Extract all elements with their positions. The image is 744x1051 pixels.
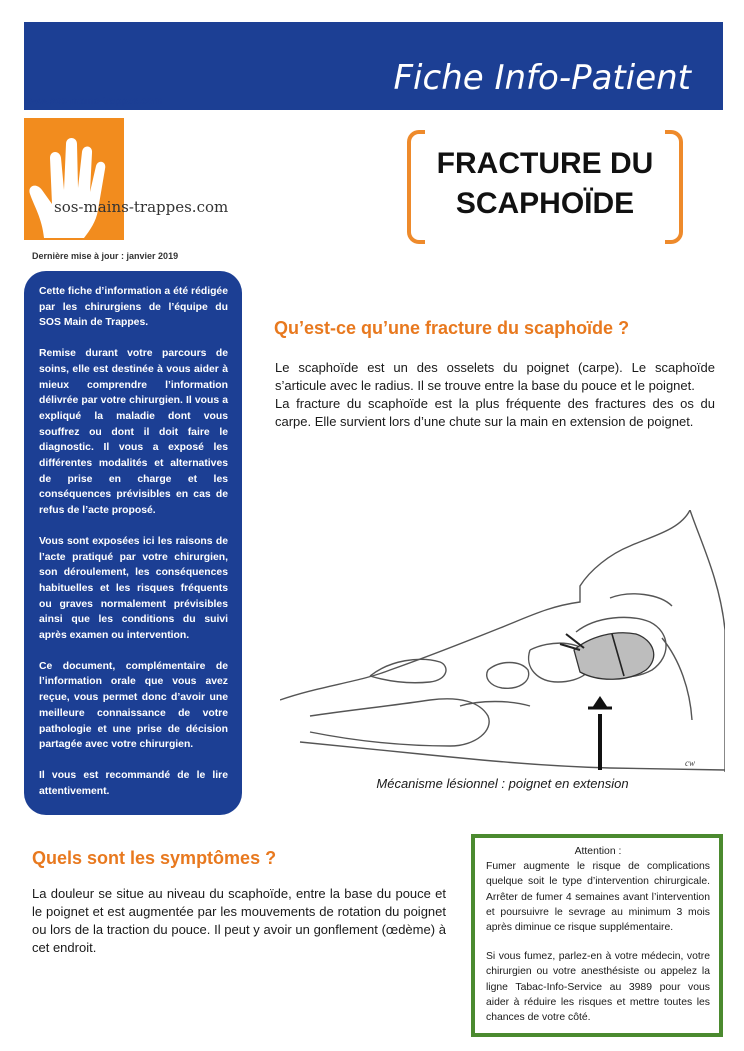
section1-para1: Le scaphoïde est un des osselets du poignet (carpe). Le scaphoïde s’articule avec le radius. Il se trouve entre la base du pouce et le poignet. — [275, 360, 715, 393]
attention-box — [471, 834, 723, 1037]
attention-text — [486, 844, 710, 1039]
last-updated: Dernière mise à jour : janvier 2019 — [32, 251, 179, 261]
section2-heading: Quels sont les symptômes ? — [32, 848, 277, 868]
info-sidebar — [24, 271, 242, 815]
sidebar-paragraph: Ce document, complémentaire de l’information orale que vous avez reçue, vous permet donc d’avoir une meilleure connaissance de votre pathologie et une prise de décision partagée avec votre chirurgien. — [39, 660, 228, 751]
sidebar-paragraph: Il vous est recommandé de le lire attentivement. — [39, 769, 228, 797]
illustration-signature: cw — [685, 758, 695, 768]
site-link[interactable]: www.sos-mains-trappes.com — [24, 96, 162, 107]
sidebar-text — [39, 284, 228, 814]
document-title-line1: FRACTURE DU — [436, 147, 654, 180]
document-title — [407, 144, 683, 224]
logo — [24, 118, 246, 240]
sidebar-paragraph: Vous sont exposées ici les raisons de l’acte pratiqué par votre chirurgien, son déroulement, les conséquences habituelles et les risques fréquents ou graves normalement prévisibles ainsi que les conditions du suivi après examen ou intervention. — [39, 535, 228, 642]
document-title-line2: SCAPHOÏDE — [455, 187, 635, 220]
document-title-box — [407, 130, 683, 236]
attention-para2: Si vous fumez, parlez-en à votre médecin, votre chirurgien ou votre anesthésiste ou appelez la ligne Tabac-Info-Service au 3989 pour vous aider à réduire les risques et mettre toutes les chances de votre côté. — [486, 951, 710, 1024]
sidebar-paragraph: Remise durant votre parcours de soins, elle est destinée à vous aider à mieux comprendre l’information délivrée par votre chirurgien. Il vous a expliqué la maladie dont vous souffrez ou dont il doit faire le diagnostic. Il vous a exposé les différentes modalités et alternatives de prise en charge et les conséquences prévisibles en cas de refus de l’acte proposé. — [39, 348, 228, 517]
hand-icon — [24, 118, 134, 240]
attention-para1: Fumer augmente le risque de complications quelque soit le type d’intervention chirurgicale. Arrêter de fumer 4 semaines avant l’intervention et poursuivre le sevrage au minimum 3 mois après diminue ce risque supplémentaire. — [486, 861, 710, 934]
sidebar-paragraph: Cette fiche d’information a été rédigée par les chirurgiens de l’équipe du SOS Main de Trappes. — [39, 286, 228, 329]
page-title: Fiche Info-Patient — [393, 58, 691, 98]
section1-body — [275, 359, 715, 431]
attention-title: Attention : — [574, 846, 622, 857]
section1-para2: La fracture du scaphoïde est la plus fréquente des fractures des os du carpe. Elle survient lors d’une chute sur la main en extension de poignet. — [275, 396, 715, 429]
wrist-extension-drawing — [280, 510, 725, 772]
figure-caption: Mécanisme lésionnel : poignet en extension — [376, 776, 629, 791]
section2-para: La douleur se situe au niveau du scaphoïde, entre la base du pouce et le poignet et est augmentée par les mouvements de rotation du poignet ou lors de la traction du pouce. Il peut y avoir un gonflement (œdème) à cet endroit. — [32, 886, 446, 955]
section2-body — [32, 885, 446, 957]
wrist-illustration — [280, 510, 725, 772]
logo-text: sos-mains-trappes.com — [54, 198, 229, 216]
section1-heading: Qu’est-ce qu’une fracture du scaphoïde ? — [274, 318, 630, 338]
